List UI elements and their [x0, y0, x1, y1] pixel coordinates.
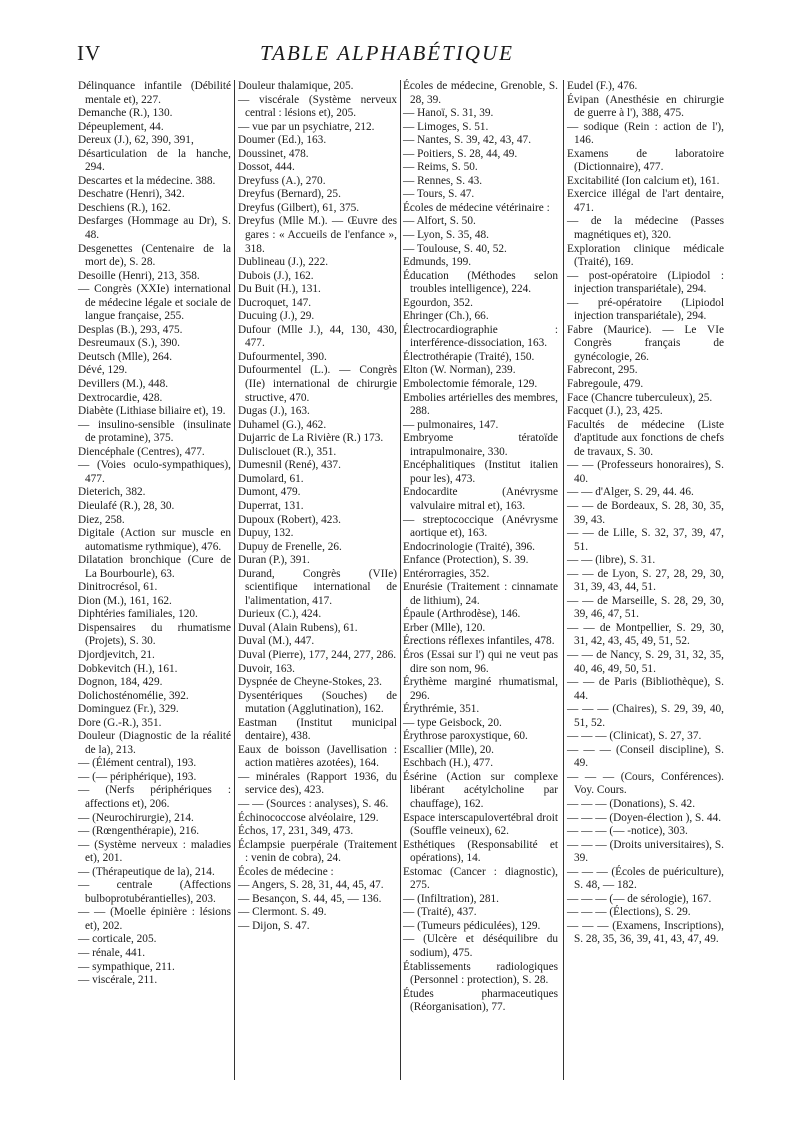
index-entry: Dyspnée de Cheyne-Stokes, 23. — [238, 676, 383, 689]
index-entry: Fabrecont, 295. — [567, 364, 638, 377]
index-entry: Dufour (Mlle J.), 44, 130, 430, 477. — [238, 323, 397, 350]
index-entry: Dieterich, 382. — [78, 486, 146, 499]
index-entry: Enurésie (Traitement : cinnamate de lithium), 24. — [403, 581, 558, 607]
index-entry: Durieux (C.), 424. — [238, 608, 322, 621]
index-entry: Encéphalitiques (Institut italien pour les), 473. — [403, 459, 558, 485]
index-entry: Dupuy de Frenelle, 26. — [238, 540, 342, 553]
index-entry: Ésérine (Action sur complexe libérant acétylcholine par chauffage), 162. — [403, 770, 558, 810]
index-entry: Enfance (Protection), S. 39. — [403, 554, 529, 567]
index-entry: — corticale, 205. — [78, 933, 157, 946]
index-entry: — — — (Droits universitaires), S. 39. — [567, 838, 724, 865]
index-entry: Dysentériques (Souches) de mutation (Agglutination), 162. — [238, 689, 397, 716]
index-entry: — vue par un psychiatre, 212. — [238, 120, 375, 133]
index-entry: Erber (Mlle), 120. — [403, 621, 486, 634]
index-entry: — (— périphérique), 193. — [78, 770, 197, 783]
index-entry: — Hanoï, S. 31, 39. — [403, 107, 494, 120]
index-entry: Dion (M.), 161, 162. — [78, 594, 172, 607]
index-entry: Face (Chancre tuberculeux), 25. — [567, 391, 713, 404]
index-entry: — — de Lille, S. 32, 37, 39, 47, 51. — [567, 527, 724, 553]
index-entry: Évipan (Anesthésie en chirurgie de guerre à l'), 388, 475. — [567, 93, 724, 120]
index-entry: — pulmonaires, 147. — [403, 418, 499, 431]
index-entry: Douleur thalamique, 205. — [238, 80, 354, 92]
index-entry: — — de Lyon, S. 27, 28, 29, 30, 31, 39, 43, 44, 51. — [567, 567, 724, 594]
index-entry: Demanche (R.), 130. — [78, 107, 173, 120]
index-entry: Edmunds, 199. — [403, 256, 472, 269]
index-entry: Diabète (Lithiase biliaire et), 19. — [78, 405, 226, 418]
index-entry: Diphtéries familiales, 120. — [78, 608, 198, 621]
index-entry: Dore (G.-R.), 351. — [78, 716, 162, 729]
index-entry: Desplas (B.), 293, 475. — [78, 323, 183, 336]
index-entry: Deschatre (Henri), 342. — [78, 188, 185, 201]
index-entry: — (Tumeurs pédiculées), 129. — [403, 919, 541, 932]
index-entry: — — d'Alger, S. 29, 44. 46. — [567, 486, 694, 499]
index-entry: — sympathique, 211. — [78, 960, 175, 973]
index-entry: — (Système nerveux : maladies et), 201. — [78, 838, 231, 865]
index-entry: Eudel (F.), 476. — [567, 80, 638, 92]
index-entry: Embolies artérielles des membres, 288. — [403, 391, 558, 418]
index-entry: Écoles de médecine, Grenoble, S. 28, 39. — [403, 80, 558, 106]
index-entry: — rénale, 441. — [78, 947, 146, 959]
index-entry: Éclampsie puerpérale (Traitement : venin de cobra), 24. — [238, 838, 397, 865]
index-column-2 — [238, 80, 397, 933]
index-entry: Facultés de médecine (Liste d'aptitude aux fonctions de chefs de travaux, S. 30. — [567, 418, 724, 458]
index-entry: — centrale (Affections bulboprotubérantielles), 203. — [78, 879, 231, 905]
index-entry: — — — (Donations), S. 42. — [567, 797, 696, 810]
index-entry: Duperrat, 131. — [238, 499, 304, 512]
index-entry: Djordjevitch, 21. — [78, 648, 155, 661]
index-entry: — Dijon, S. 47. — [238, 919, 310, 932]
index-entry: Dumesnil (René), 437. — [238, 459, 341, 472]
index-entry: Eastman (Institut municipal dentaire), 438. — [238, 716, 397, 743]
index-entry: — Clermont. S. 49. — [238, 906, 327, 919]
index-entry: Digitale (Action sur muscle en automatisme rythmique), 476. — [78, 527, 231, 553]
index-entry: Desfarges (Hommage au Dr), S. 48. — [78, 215, 231, 242]
index-entry: Écoles de médecine vétérinaire : — [403, 201, 550, 214]
index-entry: — sodique (Rein : action de l'), 146. — [567, 120, 724, 147]
index-column-1 — [78, 80, 231, 988]
index-entry: — (Thérapeutique de la), 214. — [78, 865, 215, 878]
index-entry: — viscérale (Système nerveux central : lésions et), 205. — [238, 93, 397, 120]
index-entry: — Tours, S. 47. — [403, 188, 475, 201]
index-entry: Dreyfus (Mlle M.). — Œuvre des gares : « Accueils de l'enfance », 318. — [238, 215, 397, 255]
index-entry: — — de Marseille, S. 28, 29, 30, 39, 46, 47, 51. — [567, 594, 724, 621]
index-entry: Dreyfus (Bernard), 25. — [238, 188, 341, 201]
index-entry: Dufourmentel, 390. — [238, 350, 327, 363]
index-entry: Établissements radiologiques (Personnel : protection), S. 28. — [403, 960, 558, 987]
index-entry: Dupoux (Robert), 423. — [238, 513, 341, 526]
index-entry: Exploration clinique médicale (Traité), 169. — [567, 242, 724, 269]
index-entry: — Alfort, S. 50. — [403, 215, 476, 228]
index-entry: — — — (Élections), S. 29. — [567, 906, 691, 919]
index-entry: — — (Moelle épinière : lésions et), 202. — [78, 906, 231, 932]
index-entry: — Lyon, S. 35, 48. — [403, 229, 489, 242]
index-entry: Désarticulation de la hanche, 294. — [78, 147, 231, 174]
index-entry: Dépeuplement, 44. — [78, 120, 164, 133]
index-entry: Embolectomie fémorale, 129. — [403, 378, 538, 391]
index-entry: Durand, Congrès (VIIe) scientifique international de l'alimentation, 417. — [238, 567, 397, 607]
index-entry: Duval (M.), 447. — [238, 635, 315, 648]
index-entry: — Rennes, S. 43. — [403, 174, 483, 187]
index-entry: — Nantes, S. 39, 42, 43, 47. — [403, 134, 532, 147]
index-entry: Entérorragies, 352. — [403, 567, 490, 580]
index-entry: Érythème marginé rhumatismal, 296. — [403, 676, 558, 702]
index-entry: — streptococcique (Anévrysme aortique et), 163. — [403, 513, 558, 540]
index-entry: Endocardite (Anévrysme valvulaire mitral et), 163. — [403, 486, 558, 512]
index-entry: Dobkevitch (H.), 161. — [78, 662, 178, 675]
index-entry: Dreyfuss (A.), 270. — [238, 174, 326, 187]
index-entry: — — (Sources : analyses), S. 46. — [238, 797, 389, 810]
index-entry: Deschiens (R.), 162. — [78, 201, 171, 214]
index-entry: Dreyfus (Gilbert), 61, 375. — [238, 201, 360, 214]
index-entry: — pré-opératoire (Lipiodol injection transpariétale), 294. — [567, 296, 724, 323]
index-entry: Examens de laboratoire (Dictionnaire), 477. — [567, 147, 724, 174]
index-entry: Dubois (J.), 162. — [238, 269, 314, 282]
index-entry: Esthétiques (Responsabilité et opérations), 14. — [403, 838, 558, 865]
index-entry: Escallier (Mlle), 20. — [403, 743, 494, 756]
index-entry: Dujarric de La Rivière (R.) 173. — [238, 432, 384, 445]
index-entry: Du Buit (H.), 131. — [238, 283, 321, 296]
index-entry: Embryome tératoïde intrapulmonaire, 330. — [403, 432, 558, 458]
index-entry: Ducuing (J.), 29. — [238, 310, 315, 323]
index-entry: Duhamel (G.), 462. — [238, 418, 327, 431]
index-entry: Diez, 258. — [78, 513, 125, 526]
index-entry: Diencéphale (Centres), 477. — [78, 445, 205, 458]
index-entry: — Congrès (XXIe) international de médecine légale et sociale de langue française, 255. — [78, 283, 231, 323]
column-rule — [563, 80, 564, 1080]
index-entry: Dossot, 444. — [238, 161, 295, 174]
index-entry: — (Nerfs périphériques : affections et), 206. — [78, 784, 231, 810]
index-entry: Ehringer (Ch.), 66. — [403, 310, 489, 323]
index-entry: Duval (Pierre), 177, 244, 277, 286. — [238, 648, 397, 661]
index-entry: — Toulouse, S. 40, 52. — [403, 242, 507, 255]
index-entry: Estomac (Cancer : diagnostic), 275. — [403, 865, 558, 892]
index-entry: Eschbach (H.), 477. — [403, 757, 494, 770]
index-entry: Deutsch (Mlle), 264. — [78, 350, 173, 363]
index-entry: Duran (P.), 391. — [238, 554, 310, 567]
index-entry: Écoles de médecine : — [238, 865, 334, 878]
index-entry: Éros (Essai sur l') qui ne veut pas dire son nom, 96. — [403, 648, 558, 675]
index-entry: — insulino-sensible (insulinate de protamine), 375. — [78, 418, 231, 445]
index-entry: Échinococcose alvéolaire, 129. — [238, 811, 379, 824]
index-entry: — (Ulcère et déséquilibre du sodium), 475. — [403, 933, 558, 959]
page-title: TABLE ALPHABÉTIQUE — [260, 41, 514, 65]
index-entry: — Besançon, S. 44, 45, — 136. — [238, 892, 382, 905]
index-entry: Érythrémie, 351. — [403, 703, 480, 716]
index-entry: Devillers (M.), 448. — [78, 378, 169, 391]
index-entry: Études pharmaceutiques (Réorganisation), 77. — [403, 987, 558, 1014]
page-folio: IV — [77, 41, 102, 65]
index-entry: Desreumaux (S.), 390. — [78, 337, 180, 350]
index-entry: Dieulafé (R.), 28, 30. — [78, 499, 175, 512]
index-entry: Dispensaires du rhumatisme (Projets), S. 30. — [78, 621, 231, 648]
index-entry: — — de Bordeaux, S. 28, 30, 35, 39, 43. — [567, 499, 724, 526]
index-entry: Délinquance infantile (Débilité mentale et), 227. — [78, 80, 231, 106]
index-entry: — (Infiltration), 281. — [403, 892, 500, 905]
index-entry: — — — (Écoles de puériculture), S. 48, — 182. — [567, 865, 724, 892]
index-entry: — Limoges, S. 51. — [403, 120, 489, 133]
index-entry: Dugas (J.), 163. — [238, 405, 310, 418]
index-entry: Érythrose paroxystique, 60. — [403, 730, 528, 743]
index-entry: Duvoir, 163. — [238, 662, 295, 675]
index-entry: — — — (Chaires), S. 29, 39, 40, 51, 52. — [567, 703, 724, 729]
index-entry: Doussinet, 478. — [238, 147, 309, 160]
index-entry: Dereux (J.), 62, 390, 391, — [78, 134, 194, 147]
index-entry: — (Traité), 437. — [403, 906, 477, 919]
index-entry: Électrocardiographie : interférence-dissociation, 163. — [403, 323, 558, 350]
index-entry: Exercice illégal de l'art dentaire, 471. — [567, 188, 724, 214]
index-entry: — de la médecine (Passes magnétiques et), 320. — [567, 215, 724, 242]
index-entry: Desoille (Henri), 213, 358. — [78, 269, 200, 282]
index-entry: Dinitrocrésol, 61. — [78, 581, 158, 594]
index-entry: — — — (— -notice), 303. — [567, 825, 688, 838]
index-entry: Échos, 17, 231, 349, 473. — [238, 825, 354, 838]
index-entry: Dognon, 184, 429. — [78, 676, 163, 689]
index-entry: — — de Montpellier, S. 29, 30, 31, 42, 43, 45, 49, 51, 52. — [567, 621, 724, 648]
index-entry: Éducation (Méthodes selon troubles intelligence), 224. — [403, 269, 558, 296]
index-entry: — minérales (Rapport 1936, du service des), 423. — [238, 770, 397, 797]
index-entry: Facquet (J.), 23, 425. — [567, 405, 663, 418]
index-entry: Dextrocardie, 428. — [78, 391, 163, 404]
index-entry: — — — (— de sérologie), 167. — [567, 892, 712, 905]
index-entry: Espace interscapulovertébral droit (Souffle veineux), 62. — [403, 811, 558, 838]
index-entry: — — — (Conseil discipline), S. 49. — [567, 743, 724, 770]
index-entry: — (Élément central), 193. — [78, 757, 197, 770]
index-entry: — — — (Clinicat), S. 27, 37. — [567, 730, 702, 743]
index-entry: Egourdon, 352. — [403, 296, 473, 309]
index-entry: Dolichosténomélie, 392. — [78, 689, 189, 702]
index-entry: Dilatation bronchique (Cure de La Bourbourle), 63. — [78, 554, 231, 580]
index-entry: Dumont, 479. — [238, 486, 301, 499]
index-entry: Desgenettes (Centenaire de la mort de), S. 28. — [78, 242, 231, 269]
index-entry: — (Neurochirurgie), 214. — [78, 811, 194, 824]
column-rule — [234, 80, 235, 1080]
index-entry: Dufourmentel (L.). — Congrès (IIe) international de chirurgie structive, 470. — [238, 364, 397, 404]
index-entry: Dublineau (J.), 222. — [238, 256, 329, 269]
index-entry: — — (Professeurs honoraires), S. 40. — [567, 459, 724, 485]
index-entry: Érections réflexes infantiles, 478. — [403, 635, 555, 648]
index-entry: Endocrinologie (Traité), 396. — [403, 540, 535, 553]
index-entry: Dumolard, 61. — [238, 472, 304, 485]
index-entry: — post-opératoire (Lipiodol : injection transpariétale), 294. — [567, 269, 724, 296]
index-entry: — — — (Cours, Conférences). Voy. Cours. — [567, 770, 724, 797]
column-rule — [400, 80, 401, 1080]
index-column-3 — [403, 80, 558, 1015]
index-entry: Doumer (Ed.), 163. — [238, 134, 327, 147]
index-column-4 — [567, 80, 724, 947]
index-entry: — — — (Examens, Inscriptions), S. 28, 35, 36, 39, 41, 43, 47, 49. — [567, 919, 724, 946]
index-entry: Douleur (Diagnostic de la réalité de la), 213. — [78, 730, 231, 756]
index-entry: Épaule (Arthrodèse), 146. — [403, 608, 521, 621]
index-entry: Fabregoule, 479. — [567, 378, 644, 391]
index-entry: — — de Nancy, S. 29, 31, 32, 35, 40, 46, 49, 50, 51. — [567, 648, 724, 675]
index-entry: — type Geisbock, 20. — [403, 716, 502, 729]
index-entry: — (Rœngenthérapie), 216. — [78, 825, 200, 838]
index-entry: — Poitiers, S. 28, 44, 49. — [403, 147, 518, 160]
index-entry: Ducroquet, 147. — [238, 296, 312, 309]
index-entry: Excitabilité (Ion calcium et), 161. — [567, 174, 720, 187]
index-entry: — Angers, S. 28, 31, 44, 45, 47. — [238, 879, 384, 892]
index-entry: — — de Paris (Bibliothèque), S. 44. — [567, 676, 724, 702]
index-entry: Eaux de boisson (Javellisation : action matières azotées), 164. — [238, 743, 397, 770]
index-entry: Fabre (Maurice). — Le VIe Congrès français de gynécologie, 26. — [567, 323, 724, 363]
index-entry: — Reims, S. 50. — [403, 161, 478, 174]
index-entry: Dominguez (Fr.), 329. — [78, 703, 179, 716]
index-entry: Dupuy, 132. — [238, 527, 294, 540]
index-entry: Descartes et la médecine. 388. — [78, 174, 216, 187]
index-entry: Dulisclouet (R.), 351. — [238, 445, 337, 458]
index-entry: Duval (Alain Rubens), 61. — [238, 621, 358, 634]
index-entry: Dévé, 129. — [78, 364, 128, 377]
index-entry: — (Voies oculo-sympathiques), 477. — [78, 459, 231, 485]
index-entry: Elton (W. Norman), 239. — [403, 364, 516, 377]
index-entry: — viscérale, 211. — [78, 974, 158, 987]
index-entry: Électrothérapie (Traité), 150. — [403, 350, 535, 363]
index-entry: — — — (Doyen-élection ), S. 44. — [567, 811, 722, 824]
index-entry: — — (libre), S. 31. — [567, 554, 656, 567]
